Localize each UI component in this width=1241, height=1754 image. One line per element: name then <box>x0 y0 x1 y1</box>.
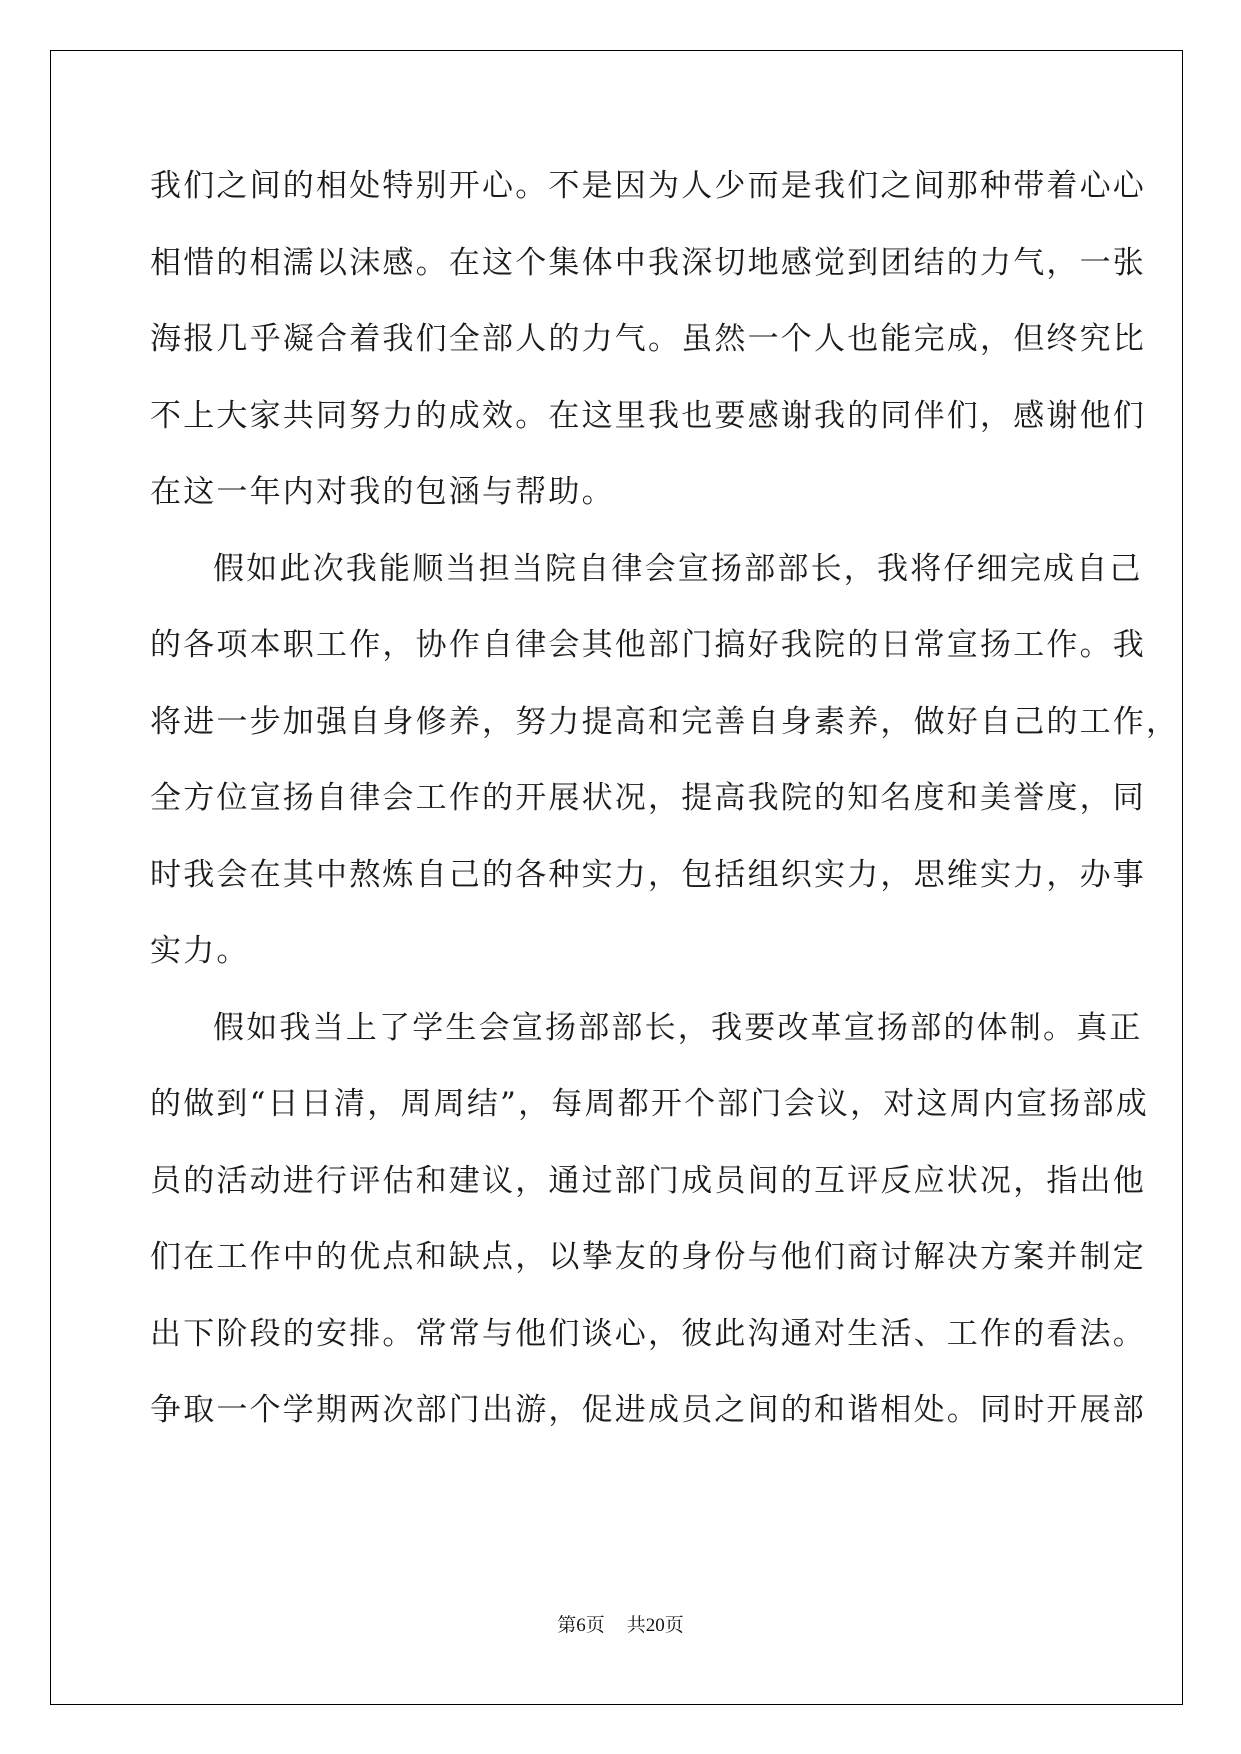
text-line: 员的活动进行评估和建议，通过部门成员间的互评反应状况，指出他 <box>150 1162 1146 1199</box>
text-line: 我们之间的相处特别开心。不是因为人少而是我们之间那种带着心心 <box>150 168 1146 204</box>
page-footer <box>0 1610 1241 1637</box>
text-line: 时我会在其中熬炼自己的各种实力，包括组织实力，思维实力，办事 <box>150 856 1146 893</box>
paragraph-start-line: 假如我当上了学生会宣扬部部长，我要改革宣扬部的体制。真正 <box>213 1009 1143 1046</box>
page-total: 共20页 <box>626 1615 684 1636</box>
text-line: 不上大家共同努力的成效。在这里我也要感谢我的同伴们，感谢他们 <box>150 397 1146 434</box>
text-line: 的各项本职工作，协作自律会其他部门搞好我院的日常宣扬工作。我 <box>150 627 1146 663</box>
text-line: 实力。 <box>150 933 250 969</box>
text-line: 的做到“日日清，周周结”，每周都开个部门会议，对这周内宣扬部成 <box>150 1086 1149 1122</box>
page-number: 第6页 <box>557 1615 605 1636</box>
text-line: 全方位宣扬自律会工作的开展状况，提高我院的知名度和美誉度，同 <box>150 780 1146 816</box>
text-line: 出下阶段的安排。常常与他们谈心，彼此沟通对生活、工作的看法。 <box>150 1315 1146 1352</box>
body-text <box>150 162 1180 1463</box>
text-line: 海报几乎凝合着我们全部人的力气。虽然一个人也能完成，但终究比 <box>150 321 1146 357</box>
text-line: 们在工作中的优点和缺点，以挚友的身份与他们商讨解决方案并制定 <box>150 1239 1146 1275</box>
text-line: 将进一步加强自身修养，努力提高和完善自身素养，做好自己的工作， <box>150 703 1180 740</box>
paragraph-start-line: 假如此次我能顺当担当院自律会宣扬部部长，我将仔细完成自己 <box>213 550 1143 587</box>
text-line: 争取一个学期两次部门出游，促进成员之间的和谐相处。同时开展部 <box>150 1392 1146 1428</box>
text-line: 在这一年内对我的包涵与帮助。 <box>150 474 615 510</box>
text-line: 相惜的相濡以沫感。在这个集体中我深切地感觉到团结的力气，一张 <box>150 244 1146 281</box>
